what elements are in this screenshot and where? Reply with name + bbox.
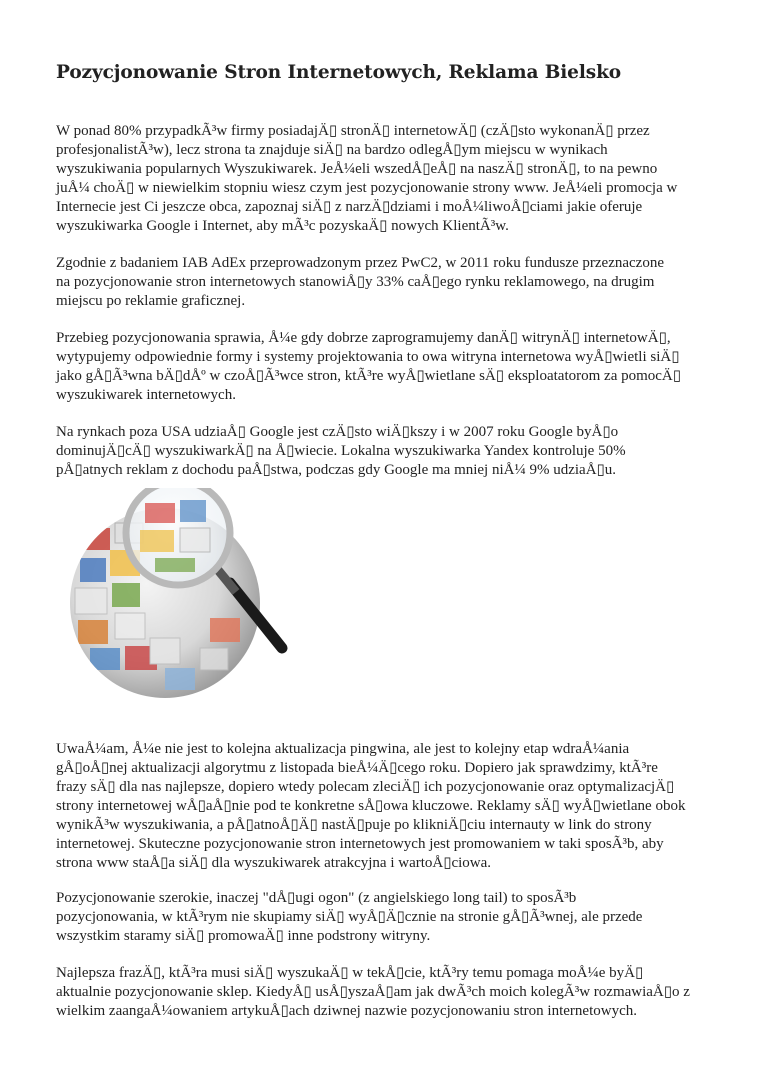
text-line: pozycjonowania, w ktÃ³rym nie skupiamy siÄ▯ wyÅ▯Ä▯cznie na stronie gÅ▯Ã³wnej, ale przede [56, 909, 643, 925]
text-line: Najlepsza frazÄ▯, ktÃ³ra musi siÄ▯ wyszukaÄ▯ w tekÅ▯cie, ktÃ³ry temu pomaga moÅ¼e byÄ▯ [56, 965, 644, 981]
paragraph-5 [56, 740, 685, 873]
text-line: jako gÅ▯Ã³wna bÄ▯dÅº w czoÅ▯Ã³wce stron, ktÃ³re wyÅ▯wietlane sÄ▯ eksploatatorom za pomocÄ▯ [56, 368, 682, 384]
paragraph-1 [56, 122, 677, 236]
text-line: miejscu po reklamie graficznej. [56, 293, 246, 309]
text-line: Internecie jest Ci jeszcze obca, zapoznaj siÄ▯ z narzÄ▯dziami i moÅ¼liwoÅ▯ciami jakie oferuje [56, 199, 643, 215]
text-line: strona www staÅ▯a siÄ▯ dla wyszukiwarek atrakcyjna i wartoÅ▯ciowa. [56, 855, 492, 871]
text-line: wyszukiwarka Google i Internet, aby mÃ³c pozyskaÄ▯ nowych KlientÃ³w. [56, 218, 509, 234]
paragraph-2 [56, 254, 664, 311]
text-line: na pozycjonowanie stron internetowych stanowiÅ▯y 33% caÅ▯ego rynku reklamowego, na drugim [56, 274, 655, 290]
text-line: dominujÄ▯cÄ▯ wyszukiwarkÄ▯ na Å▯wiecie. Lokalna wyszukiwarka Yandex kontroluje 50% [56, 443, 626, 459]
page-title: Pozycjonowanie Stron Internetowych, Reklama Bielsko [56, 62, 622, 83]
text-line: wyszukiwania popularnych Wyszukiwarek. JeÅ¼eli wszedÅ▯eÅ▯ na naszÄ▯ stronÄ▯, to na pewno [56, 161, 658, 177]
text-line: wynikÃ³w wyszukiwania, a pÅ▯atnoÅ▯Ä▯ nastÄ▯puje po klikniÄ▯ciu internauty w link do strony [56, 817, 652, 833]
paragraph-3 [56, 329, 681, 405]
text-line: internetowej. Skuteczne pozycjonowanie stron internetowych jest promowaniem w taki sposÃ³b, aby [56, 836, 664, 852]
text-line: W ponad 80% przypadkÃ³w firmy posiadajÄ▯ stronÄ▯ internetowÄ▯ (czÄ▯sto wykonanÄ▯ przez [56, 123, 650, 139]
text-line: pÅ▯atnych reklam z dochodu paÅ▯stwa, podczas gdy Google ma mniej niÅ¼ 9% udziaÅ▯u. [56, 462, 617, 478]
text-line: profesjonalistÃ³w), lecz strona ta znajduje siÄ▯ na bardzo odlegÅ▯ym miejscu w wynikach [56, 142, 608, 158]
text-line: UwaÅ¼am, Å¼e nie jest to kolejna aktualizacja pingwina, ale jest to kolejny etap wdraÅ¼ania [56, 741, 630, 757]
text-line: strony internetowej wÅ▯aÅ▯nie pod te konkretne sÅ▯owa kluczowe. Reklamy sÄ▯ wyÅ▯wietlane obok [56, 798, 686, 814]
globe-magnifier-image [60, 488, 300, 703]
text-line: aktualnie pozycjonowanie sklep. KiedyÅ▯ usÅ▯yszaÅ▯am jak dwÃ³ch moich kolegÃ³w rozmawiaÅ▯o z [56, 984, 690, 1000]
text-line: juÅ¼ choÄ▯ w niewielkim stopniu wiesz czym jest pozycjonowanie strony www. JeÅ¼eli promocja w [56, 180, 678, 196]
paragraph-7 [56, 964, 690, 1021]
text-line: frazy sÄ▯ dla nas najlepsze, dopiero wtedy polecam zleciÄ▯ ich pozycjonowanie oraz optymalizacjÄ▯ [56, 779, 675, 795]
paragraph-4 [56, 423, 626, 480]
text-line: wielkim zaangaÅ¼owaniem artykuÅ▯ach dziwnej nazwie pozycjonowaniu stron internetowych. [56, 1003, 637, 1019]
text-line: wszystkim staramy siÄ▯ promowaÄ▯ inne podstrony witryny. [56, 928, 431, 944]
text-line: wyszukiwarek internetowych. [56, 387, 236, 403]
text-line: Na rynkach poza USA udziaÅ▯ Google jest czÄ▯sto wiÄ▯kszy i w 2007 roku Google byÅ▯o [56, 424, 619, 440]
text-line: gÅ▯oÅ▯nej aktualizacji algorytmu z listopada bieÅ¼Ä▯cego roku. Dopiero jak sprawdzimy, ktÃ³re [56, 760, 658, 776]
text-line: wytypujemy odpowiednie formy i systemy projektowania to owa witryna internetowa wyÅ▯wietli siÄ▯ [56, 349, 680, 365]
text-line: Zgodnie z badaniem IAB AdEx przeprowadzonym przez PwC2, w 2011 roku fundusze przeznaczone [56, 255, 664, 271]
paragraph-6 [56, 889, 642, 946]
text-line: Pozycjonowanie szerokie, inaczej "dÅ▯ugi ogon" (z angielskiego long tail) to sposÃ³b [56, 890, 577, 906]
text-line: Przebieg pozycjonowania sprawia, Å¼e gdy dobrze zaprogramujemy danÄ▯ witrynÄ▯ internetowÄ▯, [56, 330, 671, 346]
